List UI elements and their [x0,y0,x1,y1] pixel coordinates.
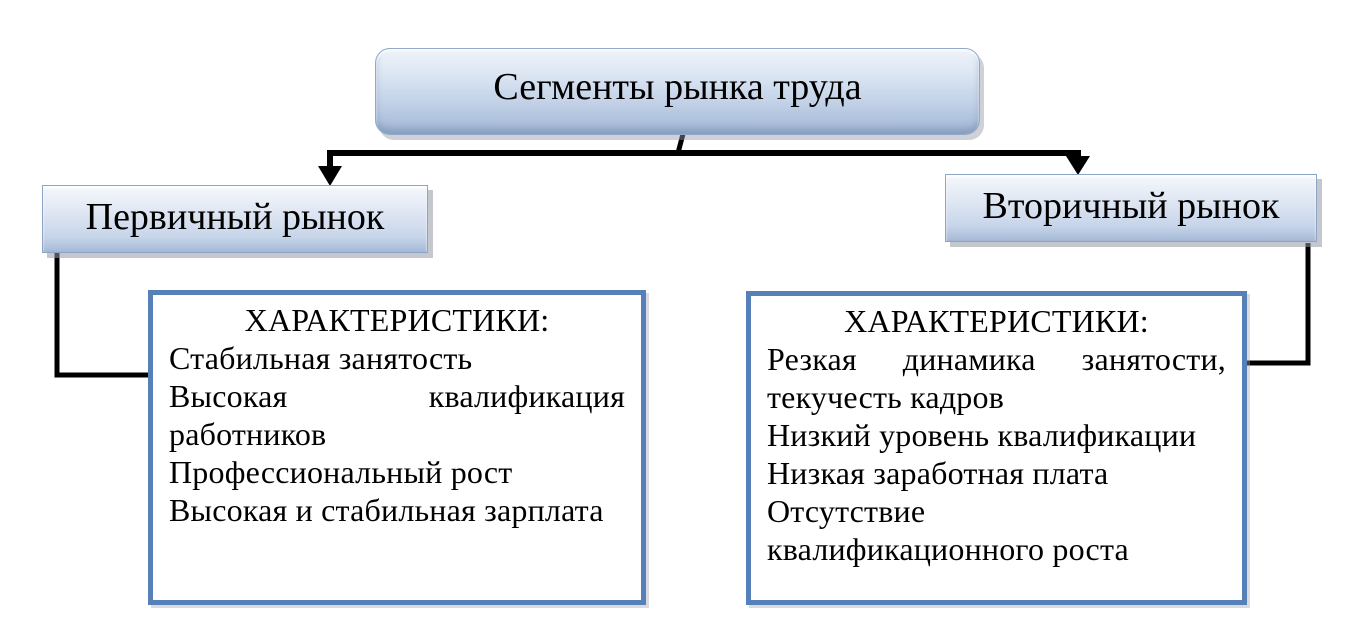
characteristic-line: Низкий уровень квалификации [767,417,1197,453]
characteristic-line: квалификационного роста [767,531,1129,567]
primary-market-label: Первичный рынок [85,196,385,238]
panel-heading: ХАРАКТЕРИСТИКИ: [844,303,1149,339]
characteristic-line: Резкая динамика занятости, [767,341,1226,377]
characteristic-line: Профессиональный рост [169,454,513,490]
primary-characteristics-panel [148,290,646,605]
characteristic-line: Низкая заработная плата [767,455,1109,491]
root-node-label: Сегменты рынка труда [493,65,862,108]
root-node-segments [375,48,980,135]
secondary-characteristics-panel [746,291,1247,605]
primary-market-node [42,185,428,253]
secondary-market-label: Вторичный рынок [982,185,1280,227]
panel-heading: ХАРАКТЕРИСТИКИ: [244,302,550,338]
characteristic-line: Высокая и стабильная зарплата [169,492,604,528]
right-elbow-connector [1244,243,1308,363]
characteristic-line: работников [169,416,327,452]
root-stub-line [678,134,683,153]
characteristic-line: Стабильная занятость [169,340,473,376]
characteristic-line: Отсутствие [767,493,926,529]
secondary-market-node [945,174,1317,242]
characteristic-line: текучесть кадров [767,379,1005,415]
right-arrowhead-icon [1066,156,1090,175]
left-arrowhead-icon [318,166,342,186]
characteristic-line: Высокая квалификация [169,378,625,414]
left-elbow-connector [57,253,150,375]
